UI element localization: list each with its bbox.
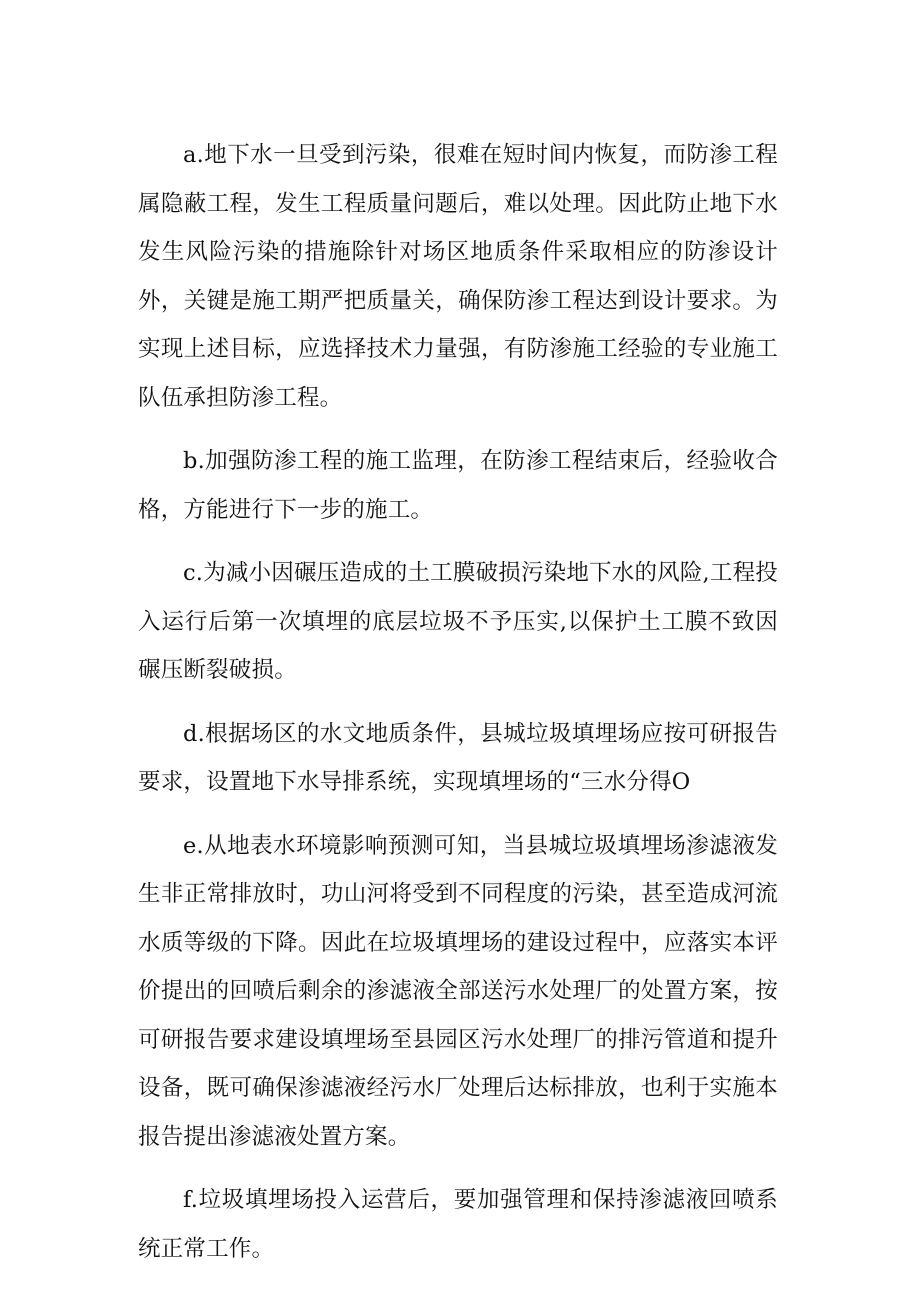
document-body [138,131,778,1288]
paragraph-c: c.为减小因碾压造成的土工膜破损污染地下水的风险,工程投入运行后第一次填埋的底层垃圾不予压实,以保护土工膜不致因碾压断裂破损。 [138,560,779,683]
paragraph-e: e.从地表水环境影响预测可知，当县城垃圾填埋场渗滤液发生非正常排放时，功山河将受到不同程度的污染，甚至造成河流水质等级的下降。因此在垃圾填埋场的建设过程中，应落实本评价提出的回喷后剩余的渗滤液全部送污水处理厂的处置方案，按可研报告要求建设填埋场至县园区污水处理厂的排污管道和提升设备，既可确保渗滤液经污水厂处理后达标排放，也利于实施本报告提出渗滤液处置方案。 [138,832,778,1150]
paragraph-f: f.垃圾填埋场投入运营后，要加强管理和保持渗滤液回喷系统正常工作。 [138,1187,778,1262]
paragraph-a: a.地下水一旦受到污染，很难在短时间内恢复，而防渗工程属隐蔽工程，发生工程质量问题后，难以处理。因此防止地下水发生风险污染的措施除针对场区地质条件采取相应的防渗设计外，关键是施工期严把质量关，确保防渗工程达到设计要求。为实现上述目标，应选择技术力量强，有防渗施工经验的专业施工队伍承担防渗工程。 [138,142,778,411]
paragraph-d: d.根据场区的水文地质条件，县城垃圾填埋场应按可研报告要求，设置地下水导排系统，实现填埋场的“三水分得O [138,720,778,795]
paragraph-b: b.加强防渗工程的施工监理，在防渗工程结束后，经验收合格，方能进行下一步的施工。 [138,448,778,523]
